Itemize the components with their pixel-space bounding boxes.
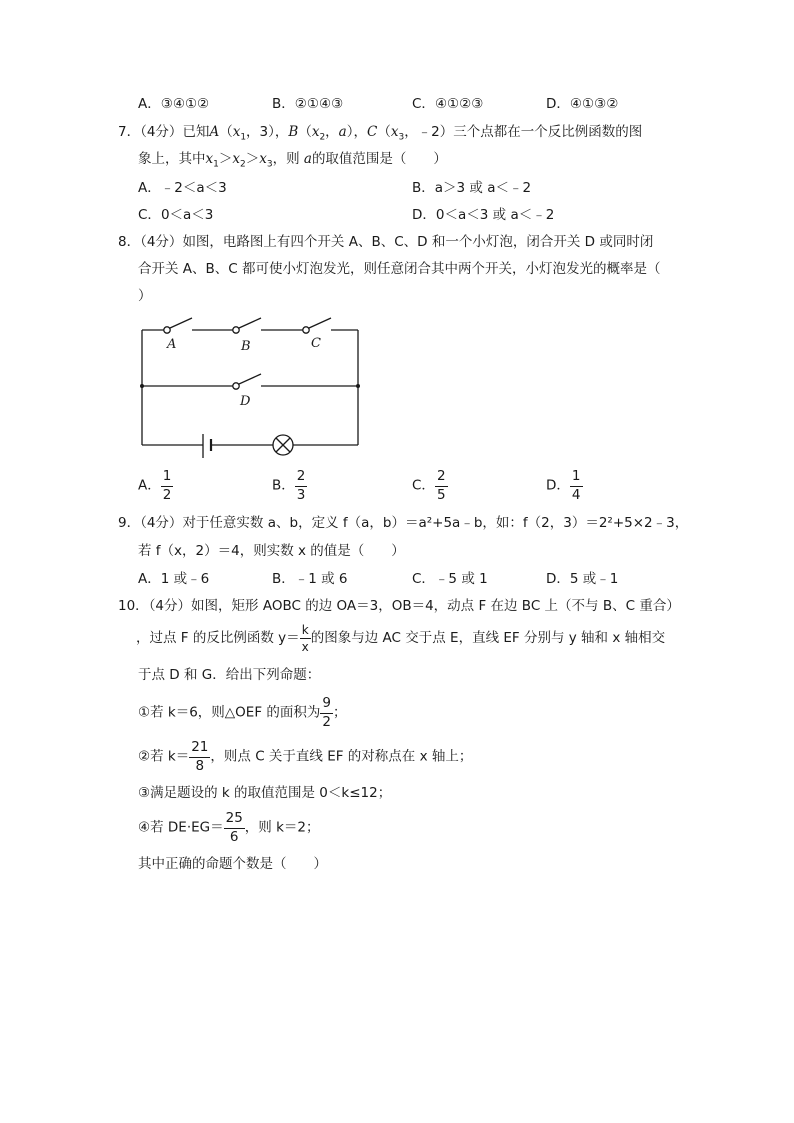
coord: ﹣2 [417, 124, 440, 140]
fraction [161, 470, 174, 502]
q10-statement-3 [138, 787, 391, 801]
switch-label-a: A [167, 337, 177, 352]
numerator: 1 [570, 470, 583, 487]
fraction [435, 470, 448, 502]
switch-label-d: D [240, 394, 251, 409]
q8-line-3 [138, 290, 152, 304]
q8-option-a [138, 470, 173, 502]
circuit-diagram [130, 312, 370, 462]
stem-text: 的图象与边 AC 交于点 E，直线 EF 分别与 y 轴和 x 轴相交 [310, 629, 666, 646]
fraction [224, 812, 245, 844]
switch-label-c: C [311, 336, 321, 351]
stem-text: 如图，电路图上有四个开关 A、B、C、D 和一个小灯泡，闭合开关 D 或同时闭 [182, 234, 654, 250]
q10-line-1 [118, 600, 680, 614]
statement-text: ②若 k＝ [138, 748, 190, 765]
q7-option-c [138, 209, 213, 223]
option-letter: D． [546, 96, 570, 112]
point-label: B [288, 124, 299, 140]
q7-line-1: 7．（4分）已知$A(x_1$，3），$B(x_2$，a），$C(x_3$，﹣2）三个点都在一个反比例函数的图 [118, 124, 643, 143]
option-letter: B． [272, 571, 295, 587]
q10-line-2 [136, 624, 665, 653]
option-text: 5 或﹣1 [569, 571, 619, 587]
option-letter: A． [138, 477, 161, 494]
question-score: （4分） [140, 124, 183, 140]
var: a [303, 151, 312, 167]
denominator: 6 [229, 828, 239, 845]
stem-text: 对于任意实数 a、b，定义 f（a，b）＝a²+5a﹣b，如：f（2，3）＝2²+5×2﹣3， [182, 515, 689, 531]
q7-option-d [412, 209, 554, 223]
option-text: ④①③② [569, 96, 619, 112]
q8-option-c [412, 470, 448, 502]
var: x [232, 151, 240, 167]
numerator: 2 [435, 470, 448, 487]
var: a [338, 124, 347, 140]
option-letter: C． [412, 477, 435, 494]
subscript: 1 [213, 159, 219, 170]
var: x [390, 124, 399, 140]
q6-option-a [138, 98, 209, 112]
q9-option-c [412, 573, 488, 587]
var: x [311, 124, 320, 140]
point-label: C [366, 124, 378, 140]
q9-option-b [272, 573, 348, 587]
option-letter: A． [138, 96, 161, 112]
q9-option-a [138, 573, 209, 587]
var: x [232, 124, 241, 140]
subscript: 3 [266, 159, 273, 170]
q9-option-d [546, 573, 618, 587]
stem-text: 的取值范围是（ ） [311, 151, 447, 167]
q10-line-3 [138, 669, 320, 683]
option-letter: D． [546, 571, 570, 587]
q6-option-d [546, 98, 618, 112]
option-text: 0＜a＜3 [160, 207, 214, 223]
statement-text: ③满足题设的 k 的取值范围是 0＜k≤12； [138, 785, 392, 801]
q9-line-2 [138, 545, 405, 559]
fraction [300, 624, 311, 653]
denominator: 4 [571, 486, 581, 503]
statement-text: ④若 DE·EG＝ [138, 819, 224, 836]
numerator: 25 [224, 812, 245, 829]
fraction [189, 741, 210, 773]
denominator: x [301, 640, 309, 654]
coord: 3 [259, 124, 269, 140]
option-letter: A． [138, 180, 161, 196]
switch-label-b: B [241, 339, 251, 354]
subscript: 2 [319, 132, 326, 143]
q7-option-b [412, 182, 531, 196]
statement-text: ，则 k＝2； [244, 819, 320, 836]
q10-ending [138, 858, 327, 872]
option-text: ﹣1 或 6 [294, 571, 348, 587]
option-text: a＞3 或 a＜﹣2 [434, 180, 532, 196]
denominator: 5 [436, 486, 446, 503]
option-letter: C． [138, 207, 161, 223]
denominator: 3 [296, 486, 306, 503]
numerator: 21 [189, 741, 210, 758]
q10-statement-4 [138, 812, 320, 844]
stem-text: ，过点 F 的反比例函数 y＝ [136, 629, 300, 646]
statement-text: ； [333, 704, 347, 721]
option-letter: D． [412, 207, 436, 223]
question-number: 7． [118, 124, 141, 140]
statement-text: ，则点 C 关于直线 EF 的对称点在 x 轴上； [210, 748, 473, 765]
subscript: 2 [239, 159, 246, 170]
fraction [570, 470, 583, 502]
question-score: （4分） [148, 598, 192, 614]
question-number: 8． [118, 234, 141, 250]
numerator: 9 [320, 697, 333, 714]
numerator: 1 [161, 470, 174, 487]
stem-text: 三个点都在一个反比例函数的图 [453, 124, 643, 140]
q7-line-2: 象上，其中$x_1>x_2>x_3$，则 a的取值范围是（ ） [138, 151, 447, 170]
option-letter: C． [412, 96, 435, 112]
q10-statement-2 [138, 741, 472, 773]
stem-text: 合开关 A、B、C 都可使小灯泡发光，则任意闭合其中两个开关，小灯泡发光的概率是（ [138, 261, 661, 277]
denominator: 2 [162, 486, 172, 503]
statement-text: ①若 k＝6，则△OEF 的面积为 [138, 704, 321, 721]
subscript: 3 [398, 132, 405, 143]
fraction [295, 470, 308, 502]
stem-text: 于点 D 和 G．给出下列命题： [138, 667, 321, 683]
option-text: 1 或﹣6 [160, 571, 210, 587]
q9-line-1 [118, 517, 688, 531]
option-text: ③④①② [160, 96, 210, 112]
stem-text: 如图，矩形 AOBC 的边 OA＝3，OB＝4，动点 F 在边 BC 上（不与 B、C 重合） [191, 598, 680, 614]
option-text: ④①②③ [434, 96, 484, 112]
stem-text: 象上，其中 [138, 151, 206, 167]
q6-option-c [412, 98, 483, 112]
numerator: 2 [295, 470, 308, 487]
option-letter: D． [546, 477, 570, 494]
denominator: 8 [195, 757, 205, 774]
point-label: A [209, 124, 220, 140]
option-text: ﹣5 或 1 [434, 571, 488, 587]
fraction [320, 697, 333, 729]
option-letter: C． [412, 571, 435, 587]
q8-line-1 [118, 236, 653, 250]
subscript: 1 [240, 132, 247, 143]
option-text: 0＜a＜3 或 a＜﹣2 [435, 207, 555, 223]
numerator: k [300, 624, 311, 639]
denominator: 2 [322, 713, 331, 730]
q8-option-d [546, 470, 583, 502]
option-text: ②①④③ [294, 96, 344, 112]
stem-text: 其中正确的命题个数是（ ） [138, 856, 327, 872]
option-text: ﹣2＜a＜3 [160, 180, 227, 196]
stem-text: ） [138, 288, 152, 304]
option-letter: B． [272, 96, 295, 112]
q6-option-b [272, 98, 343, 112]
stem-text: 若 f（x，2）＝4，则实数 x 的值是（ ） [138, 543, 405, 559]
question-number: 9． [118, 515, 141, 531]
option-letter: B． [272, 477, 295, 494]
q8-line-2 [138, 263, 661, 277]
q7-option-a [138, 182, 227, 196]
question-number: 10． [118, 598, 149, 614]
var: x [259, 151, 267, 167]
question-score: （4分） [140, 234, 183, 250]
var: x [205, 151, 214, 167]
q10-statement-1 [138, 697, 347, 729]
q8-option-b [272, 470, 307, 502]
option-letter: A． [138, 571, 161, 587]
stem-text: 已知 [182, 124, 210, 140]
question-score: （4分） [140, 515, 183, 531]
option-letter: B． [412, 180, 435, 196]
